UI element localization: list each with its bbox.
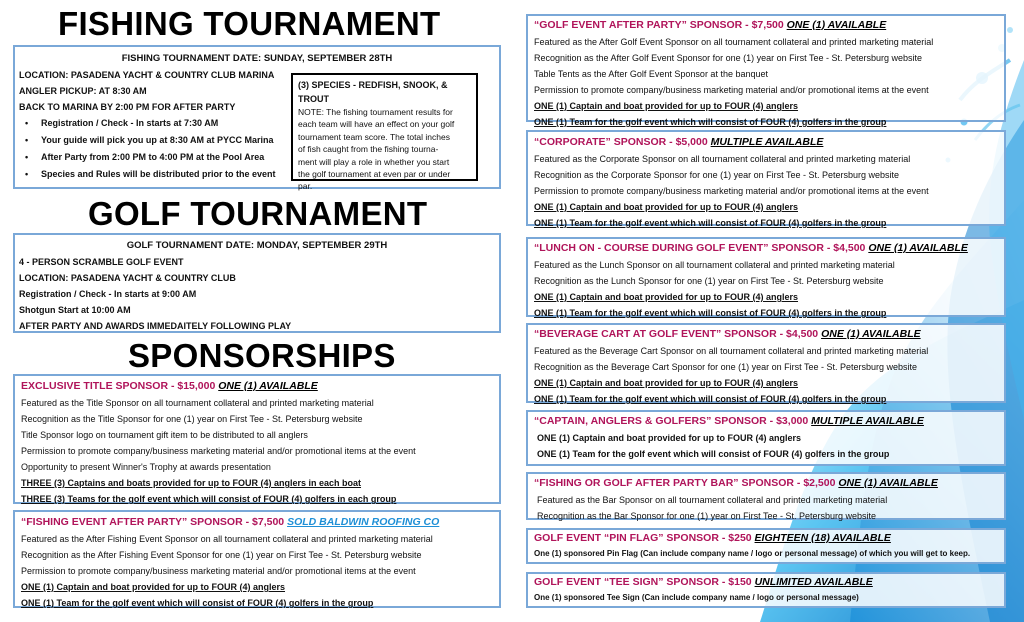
golf-format: 4 - PERSON SCRAMBLE GOLF EVENT — [19, 257, 184, 267]
sponsor-title — [534, 474, 998, 492]
golf-team-line: THREE (3) Teams for the golf event which will consist of FOUR (4) golfers in each group — [21, 494, 397, 504]
pin-flag-box — [526, 528, 1006, 564]
sponsor-name: EXCLUSIVE TITLE SPONSOR - $15,000 — [21, 380, 216, 392]
sponsor-title — [534, 530, 998, 547]
golf-details-box — [13, 233, 501, 333]
species-note-box — [291, 73, 478, 192]
fishing-heading: FISHING TOURNAMENT — [58, 5, 441, 42]
sponsor-name: “FISHING EVENT AFTER PARTY” SPONSOR - $7,500 — [21, 516, 285, 528]
sponsor-title — [534, 239, 998, 257]
sold-badge: SOLD BALDWIN ROOFING CO — [287, 516, 440, 528]
benefit-line: Featured as the Bar Sponsor on all tournament collateral and printed marketing material — [537, 495, 888, 505]
note-line: of fish caught from the fishing tourna- — [298, 144, 439, 155]
pin-flag-detail: One (1) sponsored Pin Flag (Can include company name / logo or personal message) of which you will get to keep. — [534, 549, 971, 558]
benefit-line: Permission to promote company/business marketing material and/or promotional items at the event — [534, 186, 929, 196]
note-line: ment will play a role in whether you start — [298, 156, 450, 167]
fishing-details-box — [13, 45, 501, 192]
benefit-line: Recognition as the Bar Sponsor for one (1) year on First Tee - St. Petersburg website — [537, 511, 877, 521]
availability: MULTIPLE AVAILABLE — [811, 415, 924, 427]
benefit-line: Recognition as the After Golf Event Sponsor for one (1) year on First Tee - St. Petersburg website — [534, 53, 923, 63]
benefit-line: Featured as the Beverage Cart Sponsor on all tournament collateral and printed marketing material — [534, 346, 929, 356]
title-sponsor-box — [13, 374, 501, 504]
benefit-line: Permission to promote company/business marketing material and/or promotional items at the event — [21, 566, 416, 576]
beverage-cart-box — [526, 323, 1006, 403]
benefit-line: Recognition as the Corporate Sponsor for one (1) year on First Tee - St. Petersburg website — [534, 170, 900, 180]
note-line: each team will have an effect on your golf — [298, 119, 455, 130]
sponsor-name: “GOLF EVENT AFTER PARTY” SPONSOR - $7,500 — [534, 19, 784, 31]
lunch-sponsor-box — [526, 237, 1006, 317]
fishing-location: LOCATION: PASADENA YACHT & COUNTRY CLUB MARINA — [19, 70, 275, 80]
benefit-line: Featured as the Corporate Sponsor on all tournament collateral and printed marketing material — [534, 154, 911, 164]
sponsor-name: GOLF EVENT “TEE SIGN” SPONSOR - $150 — [534, 576, 752, 588]
availability: MULTIPLE AVAILABLE — [710, 136, 824, 148]
fishing-date: FISHING TOURNAMENT DATE: SUNDAY, SEPTEMBER 28TH — [121, 53, 393, 64]
availability: EIGHTEEN (18) AVAILABLE — [754, 532, 891, 544]
sponsor-title — [21, 512, 493, 531]
availability: ONE (1) AVAILABLE — [821, 328, 921, 340]
availability: ONE (1) AVAILABLE — [868, 242, 968, 254]
note-line: NOTE: The fishing tournament results for — [298, 107, 453, 117]
benefit-line: Recognition as the Beverage Cart Sponsor for one (1) year on First Tee - St. Petersburg website — [534, 362, 918, 372]
sponsor-title — [534, 574, 998, 591]
sponsor-name: GOLF EVENT “PIN FLAG” SPONSOR - $250 — [534, 532, 752, 544]
species-heading: (3) SPECIES - REDFISH, SNOOK, & TROUT — [298, 80, 448, 104]
golf-registration: Registration / Check - In starts at 9:00 AM — [19, 289, 197, 299]
fishing-return: BACK TO MARINA BY 2:00 PM FOR AFTER PARTY — [19, 102, 236, 112]
sponsor-name: “CORPORATE” SPONSOR - $5,000 — [534, 136, 708, 148]
golf-date: GOLF TOURNAMENT DATE: MONDAY, SEPTEMBER 29TH — [126, 240, 388, 251]
captain-boat-line: ONE (1) Captain and boat provided for up to FOUR (4) anglers — [534, 101, 799, 111]
golf-team-line: ONE (1) Team for the golf event which will consist of FOUR (4) golfers in the group — [537, 449, 890, 459]
captain-boat-line: THREE (3) Captains and boats provided for up to FOUR (4) anglers in each boat — [21, 478, 362, 488]
sponsor-name: “LUNCH ON - COURSE DURING GOLF EVENT” SPONSOR - $4,500 — [534, 242, 866, 254]
list-item: • After Party from 2:00 PM to 4:00 PM at the Pool Area — [41, 149, 499, 166]
after-party-bar-box — [526, 472, 1006, 520]
captain-boat-line: ONE (1) Captain and boat provided for up to FOUR (4) anglers — [534, 202, 799, 212]
sponsor-name: “FISHING OR GOLF AFTER PARTY BAR” SPONSOR - $2,500 — [534, 477, 836, 489]
golf-heading: GOLF TOURNAMENT — [88, 195, 428, 232]
benefit-line: Opportunity to present Winner's Trophy at awards presentation — [21, 462, 271, 472]
sponsor-title — [534, 132, 998, 151]
captain-boat-line: ONE (1) Captain and boat provided for up to FOUR (4) anglers — [534, 378, 799, 388]
golf-team-line: ONE (1) Team for the golf event which will consist of FOUR (4) golfers in the group — [534, 308, 887, 318]
benefit-line: Title Sponsor logo on tournament gift item to be distributed to all anglers — [21, 430, 308, 440]
captain-boat-line: ONE (1) Captain and boat provided for up to FOUR (4) anglers — [537, 433, 802, 443]
note-line: tournament team score. The total inches — [298, 131, 450, 142]
benefit-line: Featured as the Title Sponsor on all tournament collateral and printed marketing material — [21, 398, 374, 408]
corporate-sponsor-box — [526, 130, 1006, 226]
tee-sign-detail: One (1) sponsored Tee Sign (Can include company name / logo or personal message) — [534, 593, 859, 602]
availability: ONE (1) AVAILABLE — [838, 477, 938, 489]
benefit-line: Featured as the After Golf Event Sponsor on all tournament collateral and printed marketing material — [534, 37, 934, 47]
fishing-after-party-box — [13, 510, 501, 608]
golf-after-party: AFTER PARTY AND AWARDS IMMEDAITELY FOLLOWING PLAY — [19, 321, 292, 331]
captain-boat-line: ONE (1) Captain and boat provided for up to FOUR (4) anglers — [21, 582, 286, 592]
tee-sign-box — [526, 572, 1006, 608]
sponsor-title — [534, 16, 998, 34]
captain-anglers-golfers-box — [526, 410, 1006, 466]
availability: ONE (1) AVAILABLE — [786, 19, 887, 31]
captain-boat-line: ONE (1) Captain and boat provided for up to FOUR (4) anglers — [534, 292, 799, 302]
availability: UNLIMITED AVAILABLE — [754, 576, 873, 588]
sponsorships-heading: SPONSORSHIPS — [128, 337, 396, 374]
benefit-line: Recognition as the After Fishing Event Sponsor for one (1) year on First Tee - St. Petersburg website — [21, 550, 422, 560]
benefit-line: Featured as the Lunch Sponsor on all tournament collateral and printed marketing material — [534, 260, 895, 270]
golf-team-line: ONE (1) Team for the golf event which will consist of FOUR (4) golfers in the group — [534, 218, 887, 228]
benefit-line: Recognition as the Title Sponsor for one (1) year on First Tee - St. Petersburg website — [21, 414, 363, 424]
benefit-line: Table Tents as the After Golf Event Sponsor at the banquet — [534, 69, 768, 79]
sponsor-name: “CAPTAIN, ANGLERS & GOLFERS” SPONSOR - $3,000 — [534, 415, 809, 427]
fishing-pickup: ANGLER PICKUP: AT 8:30 AM — [19, 86, 147, 96]
note-line: par. — [298, 181, 313, 192]
list-item: • Your guide will pick you up at 8:30 AM at PYCC Marina — [41, 132, 499, 149]
sponsor-name: “BEVERAGE CART AT GOLF EVENT” SPONSOR - $4,500 — [534, 328, 819, 340]
benefit-line: Permission to promote company/business marketing material and/or promotional items at the event — [21, 446, 416, 456]
list-item: • Species and Rules will be distributed prior to the event — [41, 166, 499, 183]
golf-location: LOCATION: PASADENA YACHT & COUNTRY CLUB — [19, 273, 236, 283]
list-item: • Registration / Check - In starts at 7:30 AM — [41, 115, 499, 132]
benefit-line: Featured as the After Fishing Event Sponsor on all tournament collateral and printed marketing material — [21, 534, 433, 544]
golf-team-line: ONE (1) Team for the golf event which will consist of FOUR (4) golfers in the group — [534, 394, 887, 404]
sponsor-title — [534, 325, 998, 343]
sponsor-title — [534, 412, 998, 430]
note-line: the golf tournament at even par or under — [298, 169, 451, 180]
golf-shotgun-start: Shotgun Start at 10:00 AM — [19, 305, 131, 315]
golf-team-line: ONE (1) Team for the golf event which will consist of FOUR (4) golfers in the group — [21, 598, 374, 608]
golf-team-line: ONE (1) Team for the golf event which will consist of FOUR (4) golfers in the group — [534, 117, 887, 127]
benefit-line: Permission to promote company/business marketing material and/or promotional items at the event — [534, 85, 929, 95]
benefit-line: Recognition as the Lunch Sponsor for one (1) year on First Tee - St. Petersburg website — [534, 276, 884, 286]
sponsor-title — [21, 376, 493, 395]
golf-after-party-box — [526, 14, 1006, 127]
availability: ONE (1) AVAILABLE — [218, 380, 318, 392]
